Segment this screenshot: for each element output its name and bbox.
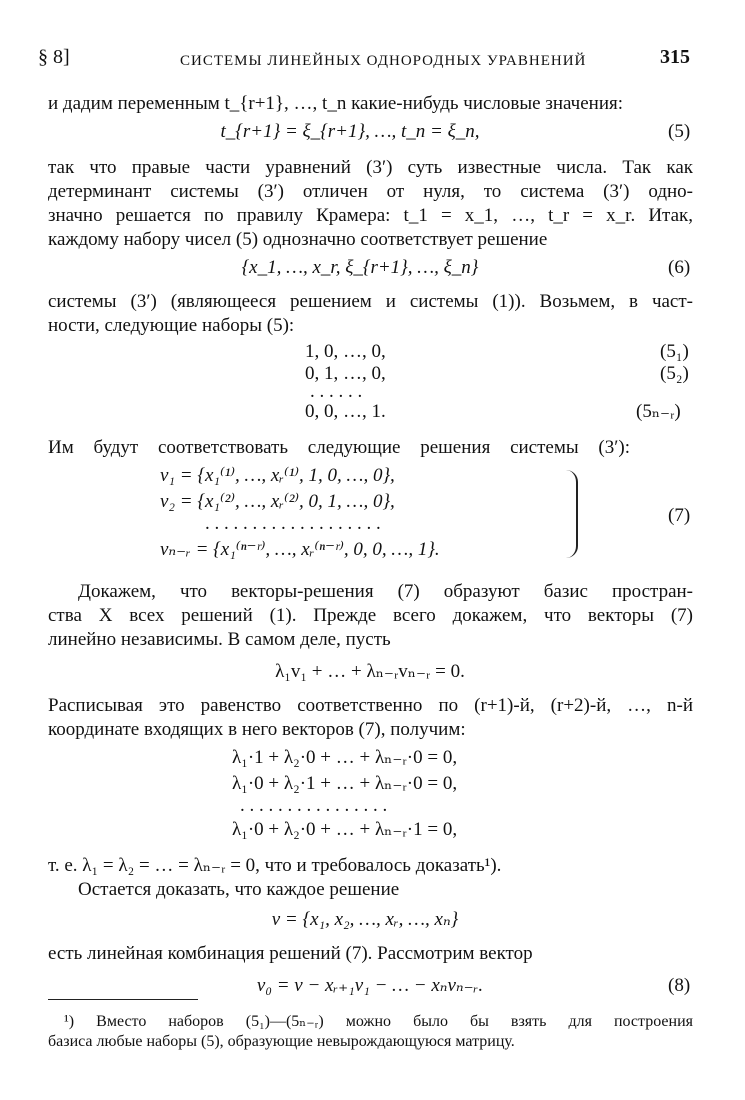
text-line: Расписывая это равенство соответственно по (r+1)-й, (r+2)-й, …, n-й — [48, 695, 693, 716]
system-row: λ₁·1 + λ₂·0 + … + λₙ₋ᵣ·0 = 0, — [232, 747, 458, 768]
equation-number: (8) — [668, 975, 691, 996]
equation-number: (5ₙ₋ᵣ) — [636, 401, 681, 422]
set-5-1: 1, 0, …, 0, — [305, 341, 386, 362]
text-line: Докажем, что векторы-решения (7) образуют базис простран- — [78, 581, 693, 602]
dots-row: . . . . . . — [310, 381, 363, 402]
text-line: Им будут соответствовать следующие решения системы (3′): — [48, 437, 630, 458]
text-line: Остается доказать, что каждое решение — [78, 879, 400, 900]
running-title: СИСТЕМЫ ЛИНЕЙНЫХ ОДНОРОДНЫХ УРАВНЕНИЙ — [180, 53, 587, 69]
equation-6: {x_1, …, x_r, ξ_{r+1}, …, ξ_n} — [241, 257, 479, 278]
section-mark: § 8] — [38, 46, 70, 68]
equation-number: (7) — [668, 505, 691, 526]
equation-number: (5₂) — [660, 363, 689, 384]
system-row: λ₁·0 + λ₂·0 + … + λₙ₋ᵣ·1 = 0, — [232, 819, 458, 840]
page-number: 315 — [660, 46, 690, 68]
vector-v2: v₂ = {x₁⁽²⁾, …, xᵣ⁽²⁾, 0, 1, …, 0}, — [160, 491, 395, 512]
text-line: системы (3′) (являющееся решением и системы (1)). Возьмем, в част- — [48, 291, 693, 312]
footnote-rule — [48, 999, 198, 1000]
vector-v1: v₁ = {x₁⁽¹⁾, …, xᵣ⁽¹⁾, 1, 0, …, 0}, — [160, 465, 395, 486]
text-line: т. е. λ₁ = λ₂ = … = λₙ₋ᵣ = 0, что и требовалось доказать¹). — [48, 855, 502, 876]
text-line: каждому набору чисел (5) однозначно соответствует решение — [48, 229, 548, 250]
set-5-n-r: 0, 0, …, 1. — [305, 401, 386, 422]
set-5-2: 0, 1, …, 0, — [305, 363, 386, 384]
text-line: линейно независимы. В самом деле, пусть — [48, 629, 391, 650]
right-brace — [566, 470, 578, 558]
text-line: значно решается по правилу Крамера: t_1 = x_1, …, t_r = x_r. Итак, — [48, 205, 693, 226]
dots-row: . . . . . . . . . . . . . . . . . . . — [205, 513, 381, 534]
text-line: детерминант системы (3′) отличен от нуля, то система (3′) одно- — [48, 181, 693, 202]
vector-vn-r: vₙ₋ᵣ = {x₁⁽ⁿ⁻ʳ⁾, …, xᵣ⁽ⁿ⁻ʳ⁾, 0, 0, …, 1}. — [160, 539, 440, 560]
dots-row: . . . . . . . . . . . . . . . . — [240, 795, 388, 816]
system-row: λ₁·0 + λ₂·1 + … + λₙ₋ᵣ·0 = 0, — [232, 773, 458, 794]
text-line: ности, следующие наборы (5): — [48, 315, 295, 336]
linear-combination-equation: λ₁v₁ + … + λₙ₋ᵣvₙ₋ᵣ = 0. — [275, 661, 465, 682]
text-line: и дадим переменным t_{r+1}, …, t_n какие-нибудь числовые значения: — [48, 93, 624, 114]
equation-number: (6) — [668, 257, 691, 278]
text-line: так что правые части уравнений (3′) суть известные числа. Так как — [48, 157, 693, 178]
equation-5: t_{r+1} = ξ_{r+1}, …, t_n = ξ_n, — [220, 121, 480, 142]
text-line: ства X всех решений (1). Прежде всего докажем, что векторы (7) — [48, 605, 693, 626]
equation-number: (5) — [668, 121, 691, 142]
text-line: координате входящих в него векторов (7), получим: — [48, 719, 466, 740]
equation-number: (5₁) — [660, 341, 689, 362]
footnote-line: ¹) Вместо наборов (5₁)—(5ₙ₋ᵣ) можно было бы взять для построения — [64, 1013, 693, 1030]
text-line: есть линейная комбинация решений (7). Рассмотрим вектор — [48, 943, 533, 964]
equation-8: v₀ = v − xᵣ₊₁v₁ − … − xₙvₙ₋ᵣ. — [256, 975, 484, 996]
vector-v-equation: v = {x₁, x₂, …, xᵣ, …, xₙ} — [271, 909, 459, 930]
footnote-line: базиса любые наборы (5), образующие невырождающуюся матрицу. — [48, 1033, 515, 1050]
